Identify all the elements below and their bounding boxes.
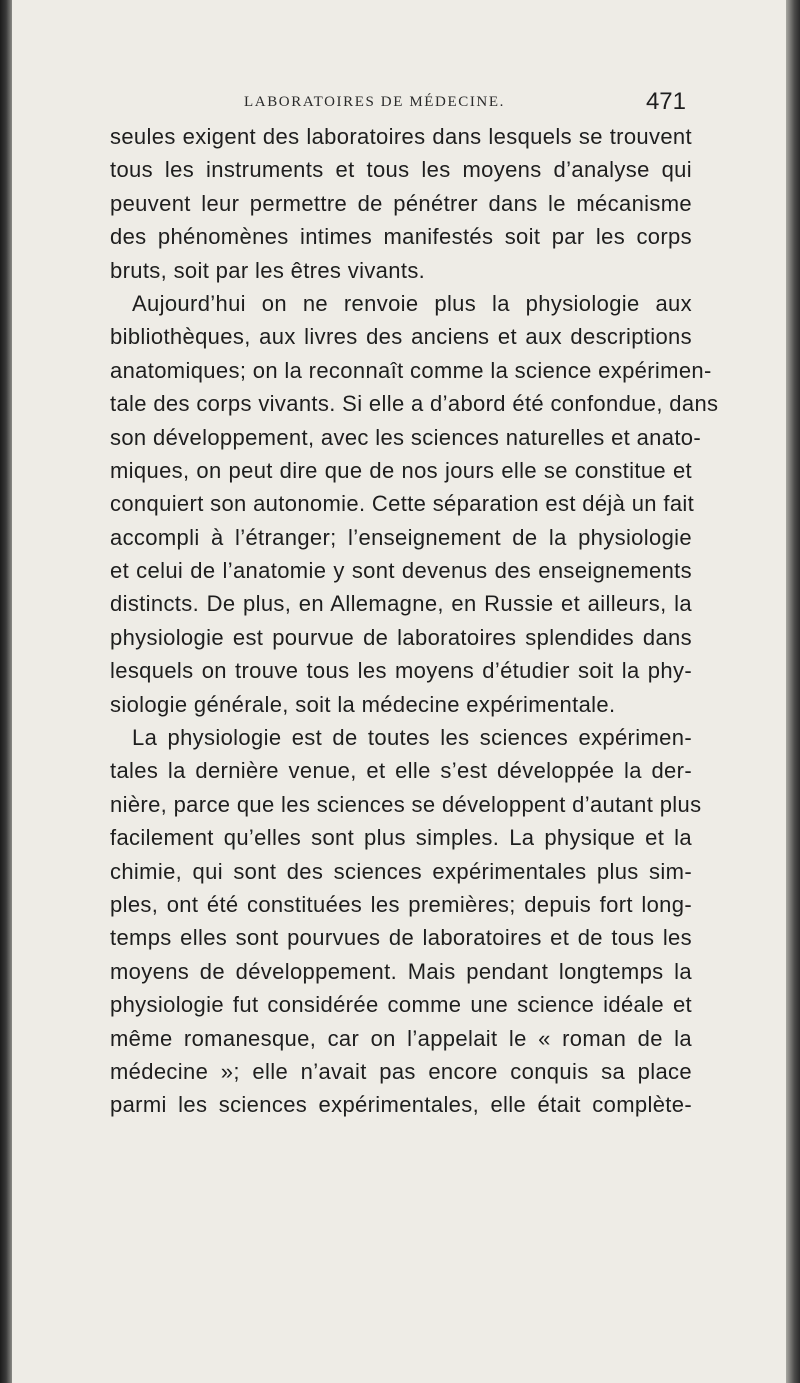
- text-line: des phénomènes intimes manifestés soit par les corps: [110, 224, 692, 250]
- text-line: physiologie est pourvue de laboratoires splendides dans: [110, 624, 692, 650]
- text-line: bibliothèques, aux livres des anciens et aux descriptions: [110, 324, 692, 350]
- page-left-edge: [0, 0, 12, 1383]
- text-line: siologie générale, soit la médecine expérimentale.: [110, 691, 616, 717]
- text-line: moyens de développement. Mais pendant longtemps la: [110, 958, 692, 984]
- text-line: physiologie fut considérée comme une science idéale et: [110, 992, 692, 1018]
- text-line: La physiologie est de toutes les sciences expérimen-: [132, 725, 692, 751]
- text-line: même romanesque, car on l’appelait le « roman de la: [110, 1025, 692, 1051]
- text-line: tous les instruments et tous les moyens d’analyse qui: [110, 157, 692, 183]
- text-line: lesquels on trouve tous les moyens d’étudier soit la phy-: [110, 658, 692, 684]
- body-text: [110, 120, 719, 1122]
- running-head: LABORATOIRES DE MÉDECINE.: [244, 94, 505, 110]
- text-line: seules exigent des laboratoires dans lesquels se trouvent: [110, 124, 692, 149]
- text-line: nière, parce que les sciences se développent d’autant plus: [110, 791, 702, 817]
- page-right-edge: [786, 0, 800, 1383]
- text-line: chimie, qui sont des sciences expérimentales plus sim-: [110, 858, 692, 884]
- text-line: temps elles sont pourvues de laboratoires et de tous les: [110, 925, 692, 951]
- page-number: 471: [645, 88, 686, 115]
- text-line: parmi les sciences expérimentales, elle était complète-: [110, 1092, 692, 1118]
- text-line: tales la dernière venue, et elle s’est développée la der-: [110, 758, 692, 784]
- text-line: Aujourd’hui on ne renvoie plus la physiologie aux: [132, 290, 692, 316]
- text-line: bruts, soit par les êtres vivants.: [110, 257, 426, 283]
- page-header: [244, 88, 686, 116]
- text-line: miques, on peut dire que de nos jours elle se constitue et: [110, 457, 692, 483]
- text-line: anatomiques; on la reconnaît comme la science expérimen-: [110, 357, 712, 383]
- text-line: conquiert son autonomie. Cette séparation est déjà un fait: [110, 491, 695, 517]
- text-line: médecine »; elle n’avait pas encore conquis sa place: [110, 1058, 692, 1084]
- text-line: ples, ont été constituées les premières; depuis fort long-: [110, 891, 692, 917]
- text-line: accompli à l’étranger; l’enseignement de la physiologie: [110, 524, 692, 550]
- text-line: son développement, avec les sciences naturelles et anato-: [110, 424, 702, 450]
- text-line: tale des corps vivants. Si elle a d’abord été confondue, dans: [110, 391, 719, 417]
- text-line: peuvent leur permettre de pénétrer dans le mécanisme: [110, 190, 692, 216]
- text-line: facilement qu’elles sont plus simples. La physique et la: [110, 825, 692, 851]
- text-line: et celui de l’anatomie y sont devenus des enseignements: [110, 558, 692, 584]
- text-line: distincts. De plus, en Allemagne, en Russie et ailleurs, la: [110, 591, 692, 617]
